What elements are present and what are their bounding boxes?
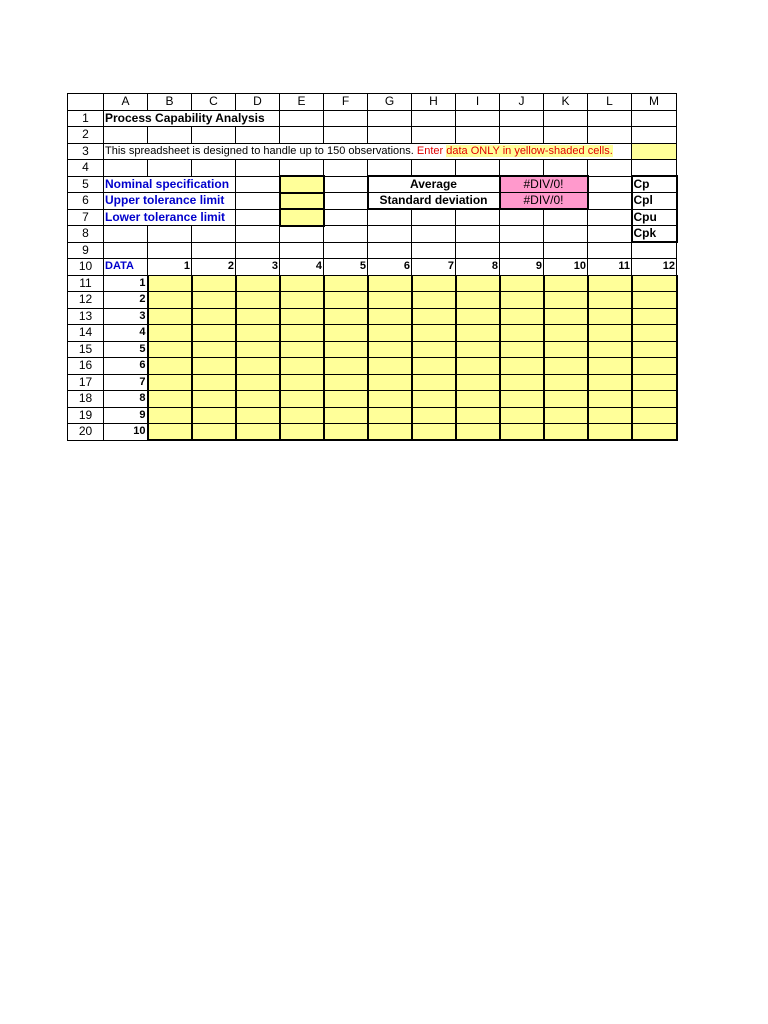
data-input-cell[interactable] xyxy=(544,325,588,342)
column-header-d[interactable]: D xyxy=(236,94,280,111)
sheet-row-1 xyxy=(68,110,677,127)
data-input-cell[interactable] xyxy=(280,391,324,408)
column-header-l[interactable]: L xyxy=(588,94,632,111)
data-input-cell[interactable] xyxy=(236,308,280,325)
cell[interactable] xyxy=(456,160,500,177)
cell[interactable] xyxy=(104,127,148,144)
cell[interactable] xyxy=(324,127,368,144)
data-input-cell[interactable] xyxy=(588,358,632,375)
row-header[interactable]: 13 xyxy=(68,308,104,325)
data-input-cell[interactable] xyxy=(280,325,324,342)
sheet-row-7 xyxy=(68,209,677,226)
data-input-cell[interactable] xyxy=(368,308,412,325)
cell[interactable] xyxy=(368,226,412,243)
data-input-cell[interactable] xyxy=(324,325,368,342)
column-header-c[interactable]: C xyxy=(192,94,236,111)
corner-cell[interactable] xyxy=(68,94,104,111)
cell[interactable] xyxy=(192,226,236,243)
column-header-h[interactable]: H xyxy=(412,94,456,111)
instruction-text: This spreadsheet is designed to handle up to 150 observations. xyxy=(105,144,417,157)
cell[interactable] xyxy=(588,242,632,259)
data-input-cell[interactable] xyxy=(280,424,324,441)
data-input-cell[interactable] xyxy=(412,407,456,424)
data-input-cell[interactable] xyxy=(148,358,192,375)
data-input-cell[interactable] xyxy=(148,308,192,325)
data-input-cell[interactable] xyxy=(544,292,588,309)
cell[interactable] xyxy=(632,110,677,127)
cell[interactable] xyxy=(500,160,544,177)
cell[interactable] xyxy=(412,209,456,226)
data-column-header[interactable]: 4 xyxy=(280,259,324,276)
data-column-header[interactable]: 12 xyxy=(632,259,677,276)
cell[interactable] xyxy=(148,242,192,259)
std-dev-label[interactable]: Standard deviation xyxy=(368,193,500,210)
data-input-cell[interactable] xyxy=(148,407,192,424)
cell[interactable] xyxy=(280,160,324,177)
data-input-cell[interactable] xyxy=(148,292,192,309)
data-row xyxy=(68,325,677,342)
instruction-note-cell[interactable] xyxy=(104,143,632,160)
upper-tolerance-label[interactable]: Upper tolerance limit xyxy=(104,193,236,210)
data-input-cell[interactable] xyxy=(324,275,368,292)
row-header[interactable]: 18 xyxy=(68,391,104,408)
data-input-cell[interactable] xyxy=(544,391,588,408)
sheet-row-2 xyxy=(68,127,677,144)
cell[interactable] xyxy=(588,110,632,127)
cell[interactable] xyxy=(236,160,280,177)
data-input-cell[interactable] xyxy=(632,358,677,375)
data-input-cell[interactable] xyxy=(588,275,632,292)
cell[interactable] xyxy=(632,127,677,144)
observation-index[interactable]: 6 xyxy=(104,358,148,375)
cell[interactable] xyxy=(324,209,368,226)
cell[interactable] xyxy=(588,226,632,243)
data-input-cell[interactable] xyxy=(588,374,632,391)
row-header[interactable]: 2 xyxy=(68,127,104,144)
lower-tolerance-input[interactable] xyxy=(280,209,324,226)
cell[interactable] xyxy=(544,226,588,243)
data-row xyxy=(68,424,677,441)
data-input-cell[interactable] xyxy=(236,407,280,424)
row-header[interactable]: 8 xyxy=(68,226,104,243)
data-input-cell[interactable] xyxy=(500,374,544,391)
sheet-title-cell[interactable]: Process Capability Analysis xyxy=(104,110,280,127)
column-header-f[interactable]: F xyxy=(324,94,368,111)
cell[interactable] xyxy=(368,242,412,259)
data-input-cell[interactable] xyxy=(148,374,192,391)
data-input-cell[interactable] xyxy=(368,407,412,424)
cell[interactable] xyxy=(104,226,148,243)
cell[interactable] xyxy=(280,226,324,243)
cell[interactable] xyxy=(192,127,236,144)
data-input-cell[interactable] xyxy=(588,407,632,424)
data-input-cell[interactable] xyxy=(588,341,632,358)
cpu-label[interactable]: Cpu xyxy=(632,209,677,226)
column-header-a[interactable]: A xyxy=(104,94,148,111)
row-header[interactable]: 4 xyxy=(68,160,104,177)
cell[interactable] xyxy=(236,209,280,226)
sheet-row-9 xyxy=(68,242,677,259)
row-header[interactable]: 9 xyxy=(68,242,104,259)
column-header-g[interactable]: G xyxy=(368,94,412,111)
sheet-row-4 xyxy=(68,160,677,177)
cell[interactable] xyxy=(500,226,544,243)
data-column-header[interactable]: 11 xyxy=(588,259,632,276)
row-header[interactable]: 16 xyxy=(68,358,104,375)
data-column-header[interactable]: 1 xyxy=(148,259,192,276)
cell[interactable] xyxy=(324,110,368,127)
data-input-cell[interactable] xyxy=(192,424,236,441)
data-input-cell[interactable] xyxy=(632,275,677,292)
data-row xyxy=(68,292,677,309)
average-label[interactable]: Average xyxy=(368,176,500,193)
row-header[interactable]: 10 xyxy=(68,259,104,276)
data-input-cell[interactable] xyxy=(632,292,677,309)
data-input-cell[interactable] xyxy=(632,391,677,408)
data-input-cell[interactable] xyxy=(412,374,456,391)
data-row xyxy=(68,275,677,292)
data-input-cell[interactable] xyxy=(412,341,456,358)
cell[interactable] xyxy=(412,110,456,127)
data-row xyxy=(68,358,677,375)
data-input-cell[interactable] xyxy=(456,341,500,358)
cell[interactable] xyxy=(588,209,632,226)
data-input-cell[interactable] xyxy=(412,391,456,408)
cell[interactable] xyxy=(236,242,280,259)
data-input-cell[interactable] xyxy=(192,358,236,375)
observation-index[interactable]: 8 xyxy=(104,391,148,408)
data-input-cell[interactable] xyxy=(456,275,500,292)
data-input-cell[interactable] xyxy=(236,275,280,292)
data-input-cell[interactable] xyxy=(236,325,280,342)
data-input-cell[interactable] xyxy=(412,424,456,441)
data-input-cell[interactable] xyxy=(544,374,588,391)
data-input-cell[interactable] xyxy=(412,308,456,325)
column-header-row xyxy=(68,94,677,111)
data-input-cell[interactable] xyxy=(500,391,544,408)
data-input-cell[interactable] xyxy=(192,292,236,309)
cell[interactable] xyxy=(456,209,500,226)
cell[interactable] xyxy=(544,110,588,127)
data-input-cell[interactable] xyxy=(280,292,324,309)
data-input-cell[interactable] xyxy=(500,308,544,325)
data-input-cell[interactable] xyxy=(544,424,588,441)
data-column-header[interactable]: 2 xyxy=(192,259,236,276)
data-input-cell[interactable] xyxy=(280,358,324,375)
data-input-cell[interactable] xyxy=(324,407,368,424)
data-input-cell[interactable] xyxy=(236,292,280,309)
nominal-spec-input[interactable] xyxy=(280,176,324,193)
cell[interactable] xyxy=(236,127,280,144)
data-input-cell[interactable] xyxy=(280,308,324,325)
cell[interactable] xyxy=(324,242,368,259)
data-column-header[interactable]: 7 xyxy=(412,259,456,276)
data-input-cell[interactable] xyxy=(632,374,677,391)
data-input-cell[interactable] xyxy=(368,391,412,408)
cell[interactable] xyxy=(500,110,544,127)
spreadsheet-grid xyxy=(67,93,678,441)
instruction-highlight-text: data ONLY in yellow-shaded cells. xyxy=(446,144,613,157)
cell[interactable] xyxy=(104,160,148,177)
data-input-cell[interactable] xyxy=(324,374,368,391)
observation-index[interactable]: 9 xyxy=(104,407,148,424)
cell[interactable] xyxy=(192,160,236,177)
instruction-enter-text: Enter xyxy=(416,144,447,157)
row-header[interactable]: 12 xyxy=(68,292,104,309)
data-column-header[interactable]: 6 xyxy=(368,259,412,276)
cell[interactable] xyxy=(104,242,148,259)
cell[interactable] xyxy=(412,226,456,243)
data-input-cell[interactable] xyxy=(324,424,368,441)
data-input-cell[interactable] xyxy=(632,407,677,424)
data-input-cell[interactable] xyxy=(412,275,456,292)
data-input-cell[interactable] xyxy=(148,391,192,408)
cell[interactable] xyxy=(324,160,368,177)
data-input-cell[interactable] xyxy=(588,325,632,342)
data-input-cell[interactable] xyxy=(368,325,412,342)
data-column-header[interactable]: 3 xyxy=(236,259,280,276)
data-input-cell[interactable] xyxy=(148,424,192,441)
cell[interactable] xyxy=(500,242,544,259)
cell[interactable] xyxy=(368,127,412,144)
row-header[interactable]: 11 xyxy=(68,275,104,292)
cell[interactable] xyxy=(236,193,280,210)
cell[interactable] xyxy=(324,226,368,243)
data-input-cell[interactable] xyxy=(192,407,236,424)
data-entry-rows xyxy=(68,275,677,440)
data-input-cell[interactable] xyxy=(456,358,500,375)
data-input-cell[interactable] xyxy=(456,424,500,441)
cell[interactable] xyxy=(324,193,368,210)
column-header-j[interactable]: J xyxy=(500,94,544,111)
cell[interactable] xyxy=(280,110,324,127)
data-input-cell[interactable] xyxy=(280,407,324,424)
row-header[interactable]: 6 xyxy=(68,193,104,210)
cell[interactable] xyxy=(456,226,500,243)
cell[interactable] xyxy=(456,110,500,127)
cell[interactable] xyxy=(544,209,588,226)
data-input-cell[interactable] xyxy=(588,391,632,408)
sheet-row-8 xyxy=(68,226,677,243)
cell[interactable] xyxy=(456,242,500,259)
data-input-cell[interactable] xyxy=(544,308,588,325)
data-input-cell[interactable] xyxy=(148,325,192,342)
cell[interactable] xyxy=(588,193,632,210)
data-input-cell[interactable] xyxy=(588,292,632,309)
data-input-cell[interactable] xyxy=(192,275,236,292)
cell[interactable] xyxy=(368,110,412,127)
data-input-cell[interactable] xyxy=(148,275,192,292)
data-input-cell[interactable] xyxy=(192,308,236,325)
cell[interactable] xyxy=(192,242,236,259)
data-input-cell[interactable] xyxy=(236,341,280,358)
row-header[interactable]: 14 xyxy=(68,325,104,342)
cell[interactable] xyxy=(544,160,588,177)
data-input-cell[interactable] xyxy=(236,358,280,375)
data-input-cell[interactable] xyxy=(632,341,677,358)
data-input-cell[interactable] xyxy=(456,325,500,342)
data-input-cell[interactable] xyxy=(500,292,544,309)
cell[interactable] xyxy=(412,127,456,144)
row-header[interactable]: 1 xyxy=(68,110,104,127)
nominal-spec-label[interactable]: Nominal specification xyxy=(104,176,236,193)
data-input-cell[interactable] xyxy=(324,308,368,325)
data-input-cell[interactable] xyxy=(456,308,500,325)
data-column-header[interactable]: 5 xyxy=(324,259,368,276)
data-input-cell[interactable] xyxy=(280,341,324,358)
data-input-cell[interactable] xyxy=(280,275,324,292)
lower-tolerance-label[interactable]: Lower tolerance limit xyxy=(104,209,236,226)
sheet-row-6 xyxy=(68,193,677,210)
cell[interactable] xyxy=(148,160,192,177)
row-header[interactable]: 19 xyxy=(68,407,104,424)
observation-index[interactable]: 4 xyxy=(104,325,148,342)
data-input-cell[interactable] xyxy=(324,341,368,358)
observation-index[interactable]: 2 xyxy=(104,292,148,309)
data-label[interactable]: DATA xyxy=(104,259,148,276)
data-input-cell[interactable] xyxy=(588,424,632,441)
data-input-cell[interactable] xyxy=(368,275,412,292)
data-input-cell[interactable] xyxy=(368,341,412,358)
data-input-cell[interactable] xyxy=(236,374,280,391)
data-input-cell[interactable] xyxy=(148,341,192,358)
cell[interactable] xyxy=(368,209,412,226)
data-column-header[interactable]: 10 xyxy=(544,259,588,276)
row-header[interactable]: 20 xyxy=(68,424,104,441)
data-input-cell[interactable] xyxy=(544,358,588,375)
cell[interactable] xyxy=(280,127,324,144)
data-column-header[interactable]: 8 xyxy=(456,259,500,276)
data-input-cell[interactable] xyxy=(632,325,677,342)
data-row xyxy=(68,407,677,424)
cell[interactable] xyxy=(412,160,456,177)
data-input-cell[interactable] xyxy=(412,358,456,375)
cell[interactable] xyxy=(588,127,632,144)
cell[interactable] xyxy=(280,242,324,259)
std-dev-value[interactable]: #DIV/0! xyxy=(500,193,588,210)
data-input-cell[interactable] xyxy=(500,358,544,375)
column-header-k[interactable]: K xyxy=(544,94,588,111)
data-input-cell[interactable] xyxy=(544,341,588,358)
sheet-row-3 xyxy=(68,143,677,160)
data-input-cell[interactable] xyxy=(632,308,677,325)
data-input-cell[interactable] xyxy=(632,424,677,441)
data-input-cell[interactable] xyxy=(368,424,412,441)
data-input-cell[interactable] xyxy=(588,308,632,325)
sheet-row-10 xyxy=(68,259,677,276)
row-header[interactable]: 3 xyxy=(68,143,104,160)
data-row xyxy=(68,391,677,408)
data-input-cell[interactable] xyxy=(236,391,280,408)
cell[interactable] xyxy=(324,176,368,193)
row-header[interactable]: 5 xyxy=(68,176,104,193)
data-input-cell[interactable] xyxy=(324,292,368,309)
cell[interactable] xyxy=(632,242,677,259)
cell[interactable] xyxy=(412,242,456,259)
data-input-cell[interactable] xyxy=(192,325,236,342)
data-input-cell[interactable] xyxy=(500,424,544,441)
data-input-cell[interactable] xyxy=(456,407,500,424)
cell[interactable] xyxy=(500,127,544,144)
row-header[interactable]: 15 xyxy=(68,341,104,358)
cell[interactable] xyxy=(588,176,632,193)
data-input-cell[interactable] xyxy=(280,374,324,391)
data-row xyxy=(68,341,677,358)
row-header[interactable]: 17 xyxy=(68,374,104,391)
cell[interactable] xyxy=(236,226,280,243)
data-input-cell[interactable] xyxy=(412,292,456,309)
observation-index[interactable]: 10 xyxy=(104,424,148,441)
data-input-cell[interactable] xyxy=(500,275,544,292)
observation-index[interactable]: 1 xyxy=(104,275,148,292)
cell[interactable] xyxy=(368,160,412,177)
observation-index[interactable]: 5 xyxy=(104,341,148,358)
data-column-header[interactable]: 9 xyxy=(500,259,544,276)
data-input-cell[interactable] xyxy=(456,374,500,391)
cell[interactable] xyxy=(236,176,280,193)
data-input-cell[interactable] xyxy=(456,292,500,309)
cell[interactable] xyxy=(632,160,677,177)
data-row xyxy=(68,374,677,391)
data-input-cell[interactable] xyxy=(192,341,236,358)
row-header[interactable]: 7 xyxy=(68,209,104,226)
sheet-row-5 xyxy=(68,176,677,193)
data-input-cell[interactable] xyxy=(368,374,412,391)
cell[interactable] xyxy=(544,127,588,144)
data-input-cell[interactable] xyxy=(544,407,588,424)
column-header-i[interactable]: I xyxy=(456,94,500,111)
data-input-cell[interactable] xyxy=(236,424,280,441)
data-input-cell[interactable] xyxy=(324,391,368,408)
column-header-e[interactable]: E xyxy=(280,94,324,111)
cp-label[interactable]: Cp xyxy=(632,176,677,193)
cell[interactable] xyxy=(588,160,632,177)
data-input-cell[interactable] xyxy=(192,391,236,408)
cell[interactable] xyxy=(148,127,192,144)
data-input-cell[interactable] xyxy=(500,325,544,342)
data-input-cell[interactable] xyxy=(368,292,412,309)
average-value[interactable]: #DIV/0! xyxy=(500,176,588,193)
data-input-cell[interactable] xyxy=(500,341,544,358)
upper-tolerance-input[interactable] xyxy=(280,193,324,210)
data-input-cell[interactable] xyxy=(456,391,500,408)
data-input-cell[interactable] xyxy=(412,325,456,342)
cell[interactable] xyxy=(632,143,677,160)
cell[interactable] xyxy=(500,209,544,226)
observation-index[interactable]: 7 xyxy=(104,374,148,391)
data-input-cell[interactable] xyxy=(324,358,368,375)
cell[interactable] xyxy=(148,226,192,243)
data-input-cell[interactable] xyxy=(500,407,544,424)
cell[interactable] xyxy=(544,242,588,259)
cpl-label[interactable]: Cpl xyxy=(632,193,677,210)
cpk-label[interactable]: Cpk xyxy=(632,226,677,243)
observation-index[interactable]: 3 xyxy=(104,308,148,325)
data-input-cell[interactable] xyxy=(368,358,412,375)
column-header-m[interactable]: M xyxy=(632,94,677,111)
data-input-cell[interactable] xyxy=(544,275,588,292)
cell[interactable] xyxy=(456,127,500,144)
data-input-cell[interactable] xyxy=(192,374,236,391)
data-row xyxy=(68,308,677,325)
column-header-b[interactable]: B xyxy=(148,94,192,111)
